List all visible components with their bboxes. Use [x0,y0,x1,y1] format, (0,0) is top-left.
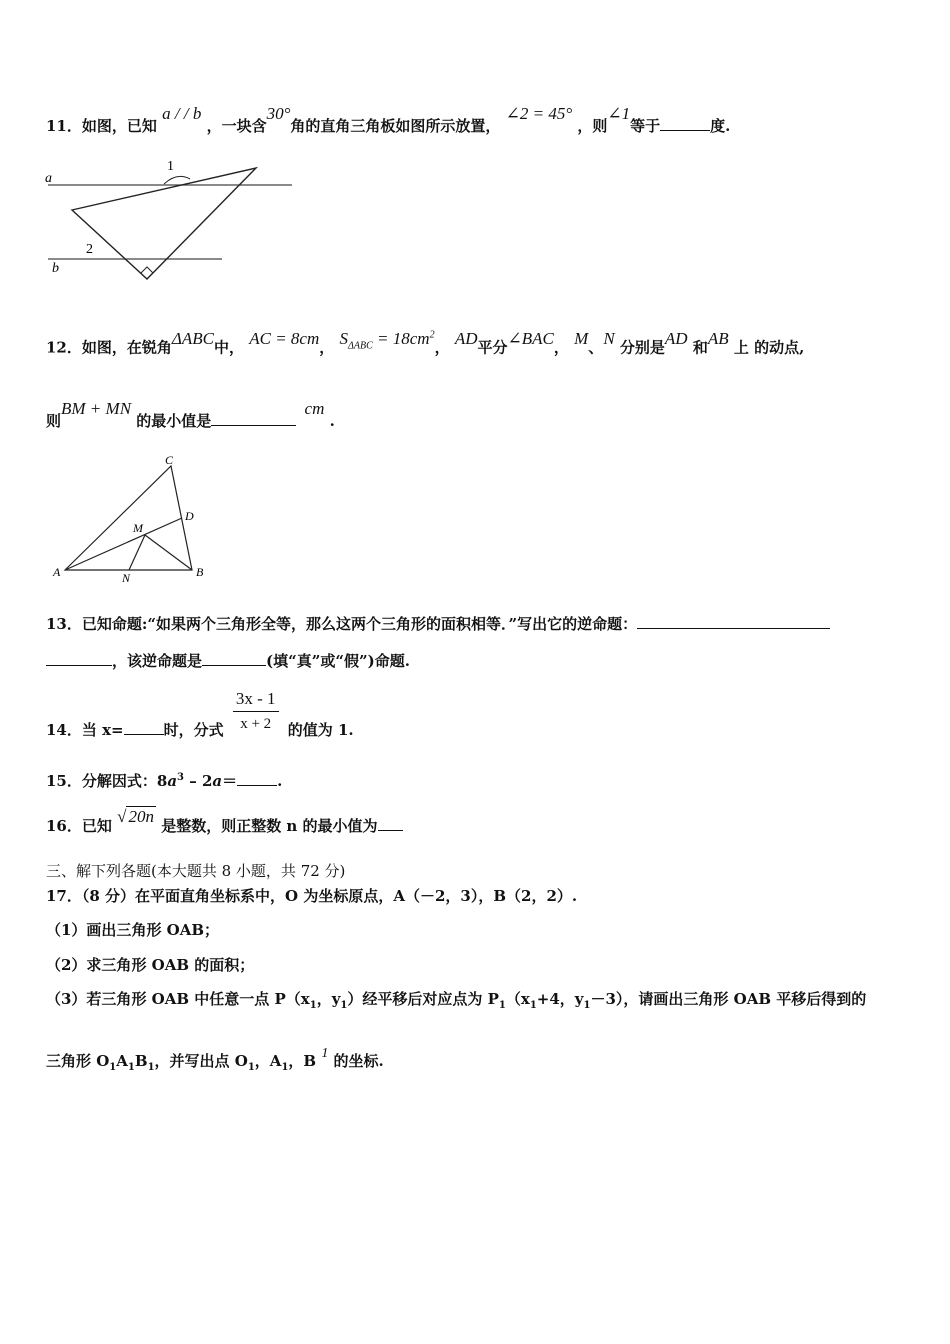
q17-part1: （1）画出三角形 OAB； [46,921,220,939]
point-b-label: B [196,565,204,579]
q16-sqrt: √ 20n [117,807,154,826]
q13-truth-blank[interactable] [202,650,266,666]
q13-converse-blank-cont[interactable] [46,650,112,666]
q15-answer-blank[interactable] [237,770,277,786]
point-d-label: D [185,509,194,523]
point-c-label: C [165,453,174,467]
q13-line1: 13．已知命题:“如果两个三角形全等，那么这两个三角形的面积相等．”写出它的逆命题： [46,613,830,634]
q11-line: 11．如图，已知 a / / b ，一块含30°角的直角三角板如图所示放置， ∠2 = 45° ，则∠1等于 度. [46,104,731,135]
q14-answer-blank[interactable] [124,719,164,735]
q11-parallel-expr: a / / b [162,104,202,123]
q12-answer-blank[interactable] [211,410,296,426]
angle-1-label: 1 [167,159,174,174]
q11-figure [40,150,300,285]
q14-line: 14．当 x= 时，分式 $\frac{3x - 1}{x + 2}$ 的值为 1. [46,689,354,739]
line-b-label: b [52,261,59,276]
angle-2-label: 2 [86,242,93,257]
point-a-label: A [53,565,61,579]
q15-line: 15．分解因式：$8a^3 - 2a=$ . [46,772,283,790]
point-m-label: M [133,521,143,535]
point-n-label: N [122,571,131,585]
q12-figure [50,452,220,587]
q13-converse-blank[interactable] [637,613,830,629]
line-a-label: a [45,171,52,186]
section-3-title: 三、解下列各题(本大题共 8 小题，共 72 分) [46,862,346,880]
q11-number: 11． [46,117,82,135]
q16-answer-blank[interactable] [378,815,403,831]
q11-answer-blank[interactable] [660,115,710,131]
q12-number: 12． [46,338,82,357]
q17-intro: 17．（8 分）在平面直角坐标系中，O 为坐标原点，A（－2，3），B（2，2）. [46,887,578,905]
q16-line: 16．已知 √ 20n 是整数，则正整数 n 的最小值为 [46,815,403,836]
q12-line1: 12．如图，在锐角ΔABC中， AC = 8cm， $S_{\Delta ABC} = 18cm^2$， AD平分∠BAC， M、N 分别是AD 和AB 上 的动点, [46,328,805,357]
q14-fraction: $\frac{3x - 1}{x + 2}$ [233,689,279,734]
q17-part3: （3）若三角形 OAB 中任意一点 $P(x_1$，$y_1$）经平移后对应点为 $P_1(x_1+4$，$y_1-3$），请画出三角形 OAB 平移后得到的 [46,990,867,1011]
q17-part2: （2）求三角形 OAB 的面积； [46,956,255,974]
q17-part3-cont: 三角形 $O_1A_1B_1$，并写出点 $O_1$，$A_1$，B 1 的坐标. [46,1046,384,1073]
q13-line2: ，该逆命题是 (填“真”或“假”)命题. [46,650,410,671]
q12-line2: 则BM + MN 的最小值是 cm . [46,399,335,430]
